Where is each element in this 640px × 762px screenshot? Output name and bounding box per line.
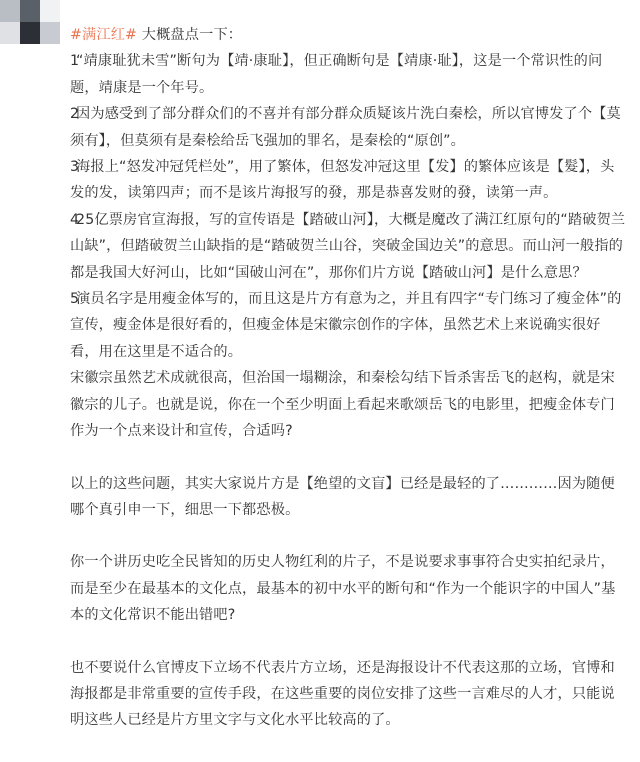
intro-text: 大概盘点一下： (137, 27, 243, 43)
list-item (70, 48, 626, 101)
avatar-tile (40, 22, 60, 44)
item-number: 5 (70, 291, 77, 308)
item-text: 演员名字是用瘦金体写的，而且这是片方有意为之，并且有四字“专门练习了瘦金体”的宣传，瘦金体是很好看的，但瘦金体是宋徽宗创作的字体，虽然艺术上来说确实很好看，用在这里是不适合的。 (70, 291, 622, 360)
avatar-tile (20, 22, 40, 44)
avatar-tile (0, 22, 20, 44)
list-item (70, 207, 626, 286)
item-text: 因为感受到了部分群众们的不喜并有部分群众质疑该片洗白秦桧，所以官博发了个【莫须有】，但莫须有是秦桧给岳飞强加的罪名，是秦桧的“原创”。 (70, 106, 621, 149)
paragraph: 以上的这些问题，其实大家说片方是【绝望的文盲】已经是最轻的了…………因为随便哪个真引申一下，细思一下都恐极。 (70, 475, 615, 518)
post-intro (70, 22, 626, 48)
avatar-tile (0, 0, 20, 22)
paragraph: 也不要说什么官博皮下立场不代表片方立场，还是海报设计不代表这那的立场，官博和海报都是非常重要的宣传手段，在这些重要的岗位安排了这些一言难尽的人才，只能说明这些人已经是片方里文字与文化水平比较高的了。 (70, 659, 615, 729)
item-number: 1 (70, 53, 77, 70)
list-item (70, 286, 626, 365)
hashtag-link[interactable]: #满江红# (70, 27, 138, 43)
paragraph: 宋徽宗虽然艺术成就很高，但治国一塌糊涂，和秦桧勾结下旨杀害岳飞的赵构，就是宋徽宗的儿子。也就是说，你在一个至少明面上看起来歌颂岳飞的电影里，把瘦金体专门作为一个点来设计和宣传，合适吗? (70, 370, 615, 440)
paragraph: 你一个讲历史吃全民皆知的历史人物红利的片子，不是说要求事事符合史实拍纪录片，而是至少在最基本的文化点，最基本的初中水平的断句和“作为一个能识字的中国人”基本的文化常识不能出错吧? (70, 554, 616, 624)
paragraph-gap (70, 523, 626, 549)
avatar-tile (20, 0, 40, 22)
item-text: 海报上“怒发冲冠凭栏处”，用了繁体，但怒发冲冠这里【发】的繁体应该是【髮】，头发的发，读第四声；而不是该片海报写的發，那是恭喜发财的發，读第一声。 (70, 159, 615, 202)
post-body (70, 22, 626, 734)
list-item (70, 154, 626, 207)
avatar-tile (40, 0, 60, 22)
paragraph-gap (70, 445, 626, 471)
item-number: 2 (70, 106, 77, 123)
list-item (70, 101, 626, 154)
item-number: 4 (70, 211, 77, 228)
item-text: “靖康耻犹未雪”断句为【靖·康耻】，但正确断句是【靖康·耻】，这是一个常识性的问题，靖康是一个年号。 (70, 53, 603, 96)
item-text: 25亿票房官宣海报，写的宣传语是【踏破山河】，大概是魔改了满江红原句的“踏破贺兰山缺”，但踏破贺兰山缺指的是“踏破贺兰山谷，突破金国边关”的意思。而山河一般指的都是我国大好河山，比如“国破山河在”，那你们片方说【踏破山河】是什么意思？ (70, 211, 626, 281)
avatar[interactable] (0, 0, 60, 44)
paragraph-gap (70, 629, 626, 655)
item-number: 3 (70, 159, 77, 176)
